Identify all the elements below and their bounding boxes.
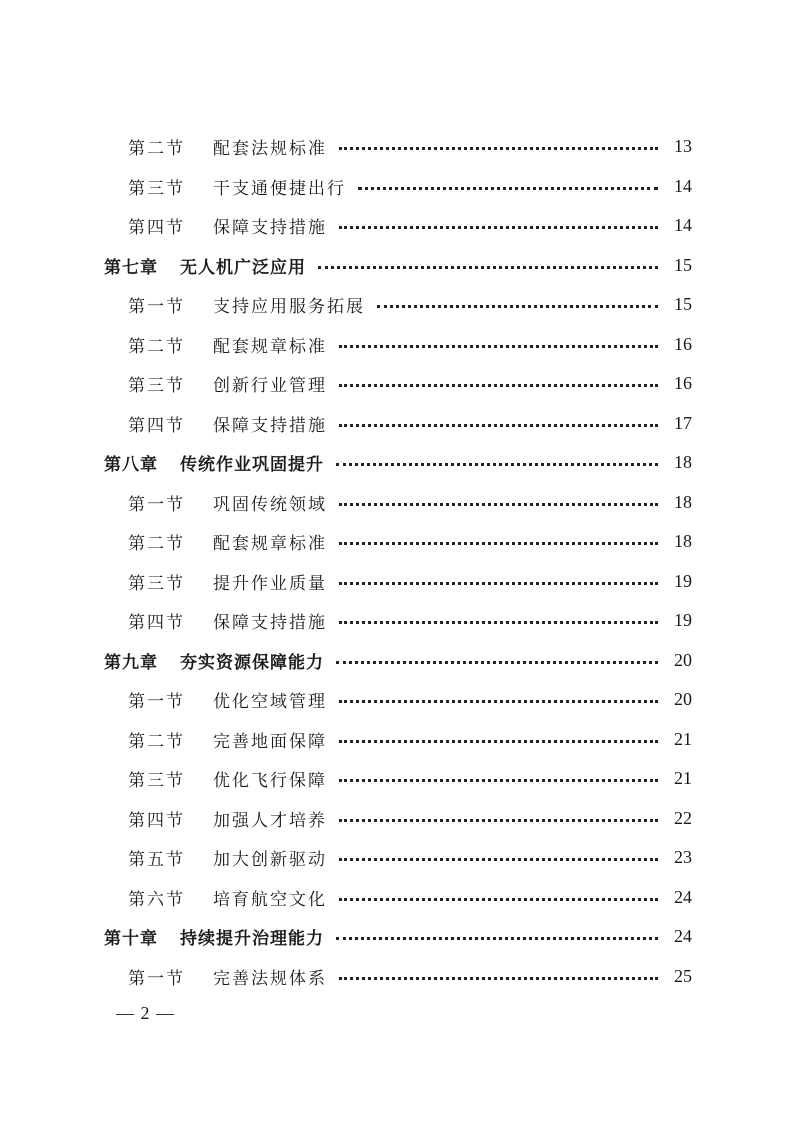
dot-leader [339, 226, 658, 229]
toc-entry-number: 第三节 [128, 178, 185, 199]
page-number-footer: — 2 — [116, 1003, 175, 1023]
toc-entry-number: 第四节 [128, 218, 185, 239]
toc-entry-title: 夯实资源保障能力 [180, 652, 324, 673]
toc-entry-number: 第四节 [128, 810, 185, 831]
toc-entry-page: 15 [674, 254, 692, 275]
dot-leader [339, 740, 658, 743]
toc-entry-page: 14 [674, 215, 692, 236]
toc-entry[interactable] [0, 957, 793, 997]
toc-entry[interactable] [0, 127, 793, 167]
toc-entry-page: 20 [674, 649, 692, 670]
toc-entry-title: 巩固传统领域 [213, 494, 327, 515]
toc-entry[interactable] [0, 878, 793, 918]
toc-entry-page: 23 [674, 847, 692, 868]
dot-leader [336, 937, 658, 940]
toc-entry-page: 21 [674, 768, 692, 789]
toc-entry[interactable] [0, 325, 793, 365]
toc-entry-page: 19 [674, 570, 692, 591]
toc-entry-number: 第一节 [128, 968, 185, 989]
toc-entry-page: 16 [674, 373, 692, 394]
dot-leader [339, 582, 658, 585]
toc-entry-page: 20 [674, 689, 692, 710]
toc-entry[interactable] [0, 404, 793, 444]
toc-entry-number: 第九章 [104, 652, 158, 673]
toc-entry[interactable] [0, 167, 793, 207]
toc-entry-page: 25 [674, 965, 692, 986]
toc-entry-number: 第五节 [128, 850, 185, 871]
toc-entry-page: 21 [674, 728, 692, 749]
toc-entry-page: 22 [674, 807, 692, 828]
toc-entry-title: 持续提升治理能力 [180, 929, 324, 950]
toc-entry-number: 第十章 [104, 929, 158, 950]
dot-leader [318, 266, 658, 269]
toc-chapter-entry[interactable] [0, 246, 793, 286]
toc-entry-title: 支持应用服务拓展 [213, 297, 365, 318]
dot-leader [339, 384, 658, 387]
toc-entry-page: 16 [674, 333, 692, 354]
toc-entry-number: 第四节 [128, 613, 185, 634]
dot-leader [339, 542, 658, 545]
toc-entry-title: 保障支持措施 [213, 415, 327, 436]
toc-entry-number: 第六节 [128, 889, 185, 910]
toc-entry-page: 24 [674, 926, 692, 947]
toc-entry-page: 18 [674, 531, 692, 552]
dot-leader [339, 503, 658, 506]
toc-entry[interactable] [0, 720, 793, 760]
toc-entry-title: 创新行业管理 [213, 376, 327, 397]
toc-entry-number: 第一节 [128, 494, 185, 515]
dot-leader [339, 819, 658, 822]
dot-leader [377, 305, 658, 308]
toc-entry[interactable] [0, 206, 793, 246]
toc-entry-page: 14 [674, 175, 692, 196]
toc-entry-number: 第三节 [128, 771, 185, 792]
toc-entry[interactable] [0, 562, 793, 602]
toc-entry-page: 18 [674, 452, 692, 473]
toc-chapter-entry[interactable] [0, 443, 793, 483]
toc-entry-title: 优化空域管理 [213, 692, 327, 713]
toc-chapter-entry[interactable] [0, 917, 793, 957]
dot-leader [336, 661, 658, 664]
toc-entry[interactable] [0, 601, 793, 641]
toc-entry-title: 完善地面保障 [213, 731, 327, 752]
toc-chapter-entry[interactable] [0, 641, 793, 681]
toc-entry-title: 保障支持措施 [213, 613, 327, 634]
table-of-contents [0, 127, 793, 996]
toc-entry[interactable] [0, 285, 793, 325]
toc-entry-number: 第二节 [128, 139, 185, 160]
toc-entry-title: 提升作业质量 [213, 573, 327, 594]
toc-entry-title: 配套法规标准 [213, 139, 327, 160]
dot-leader [339, 345, 658, 348]
toc-entry-title: 无人机广泛应用 [180, 257, 306, 278]
toc-entry-page: 15 [674, 294, 692, 315]
toc-entry-page: 19 [674, 610, 692, 631]
dot-leader [339, 424, 658, 427]
toc-entry-title: 干支通便捷出行 [213, 178, 346, 199]
toc-entry[interactable] [0, 364, 793, 404]
dot-leader [339, 621, 658, 624]
toc-entry-number: 第二节 [128, 731, 185, 752]
dot-leader [339, 700, 658, 703]
dot-leader [339, 147, 658, 150]
toc-entry-page: 17 [674, 412, 692, 433]
toc-entry-page: 24 [674, 886, 692, 907]
toc-entry-page: 13 [674, 136, 692, 157]
dot-leader [336, 463, 658, 466]
toc-entry[interactable] [0, 838, 793, 878]
toc-entry-title: 配套规章标准 [213, 336, 327, 357]
toc-entry[interactable] [0, 759, 793, 799]
toc-entry-title: 保障支持措施 [213, 218, 327, 239]
toc-entry-title: 培育航空文化 [213, 889, 327, 910]
dot-leader [339, 977, 658, 980]
toc-entry[interactable] [0, 483, 793, 523]
toc-entry-title: 完善法规体系 [213, 968, 327, 989]
toc-entry-number: 第一节 [128, 297, 185, 318]
toc-entry-title: 配套规章标准 [213, 534, 327, 555]
dot-leader [339, 779, 658, 782]
toc-entry-number: 第二节 [128, 336, 185, 357]
toc-entry[interactable] [0, 799, 793, 839]
dot-leader [339, 858, 658, 861]
toc-entry-number: 第四节 [128, 415, 185, 436]
toc-entry-number: 第七章 [104, 257, 158, 278]
toc-entry-number: 第一节 [128, 692, 185, 713]
toc-entry-page: 18 [674, 491, 692, 512]
toc-entry[interactable] [0, 522, 793, 562]
toc-entry-title: 加强人才培养 [213, 810, 327, 831]
dot-leader [339, 898, 658, 901]
toc-entry-number: 第二节 [128, 534, 185, 555]
toc-entry-title: 加大创新驱动 [213, 850, 327, 871]
toc-entry[interactable] [0, 680, 793, 720]
dot-leader [358, 187, 658, 190]
toc-entry-number: 第三节 [128, 573, 185, 594]
toc-entry-title: 优化飞行保障 [213, 771, 327, 792]
toc-entry-title: 传统作业巩固提升 [180, 455, 324, 476]
toc-entry-number: 第三节 [128, 376, 185, 397]
toc-entry-number: 第八章 [104, 455, 158, 476]
